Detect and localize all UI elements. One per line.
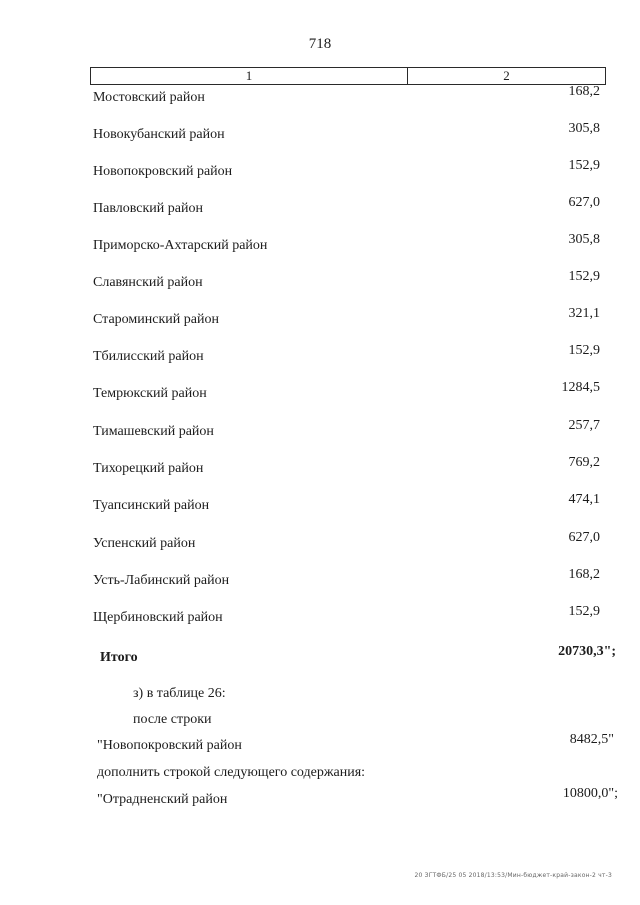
table-row	[0, 455, 640, 481]
new-row-name: "Отрадненский район	[97, 792, 228, 807]
table-row	[0, 269, 640, 295]
row-value: 305,8	[568, 121, 600, 136]
row-value: 305,8	[568, 232, 600, 247]
row-name: Туапсинский район	[93, 498, 210, 513]
page-number: 718	[308, 36, 332, 52]
document-footer-code: 20 ЗГТФБ/25 05 2018/13:53/Мин-бюджет-край-закон-2 чт-3	[414, 872, 612, 879]
row-value: 1284,5	[561, 380, 600, 395]
row-value: 627,0	[568, 195, 600, 210]
row-name: Староминский район	[93, 312, 219, 327]
row-value: 769,2	[568, 455, 600, 470]
amendment-item: з) в таблице 26:	[133, 686, 226, 701]
new-row-value: 10800,0";	[562, 786, 618, 801]
row-name: Тихорецкий район	[93, 461, 204, 476]
row-value: 152,9	[568, 158, 600, 173]
row-name: Славянский район	[93, 275, 203, 290]
row-name: Новокубанский район	[93, 127, 225, 142]
total-label: Итого	[100, 650, 138, 665]
row-name: Успенский район	[93, 536, 196, 551]
table-row	[0, 343, 640, 369]
row-value: 321,1	[568, 306, 600, 321]
table-row	[0, 380, 640, 406]
row-value: 168,2	[568, 567, 600, 582]
row-value: 474,1	[568, 492, 600, 507]
row-value: 152,9	[568, 343, 600, 358]
table-row	[0, 306, 640, 332]
column-header-2: 2	[503, 68, 510, 83]
reference-row-value: 8482,5"	[569, 732, 614, 747]
table-row	[0, 158, 640, 184]
table-row	[0, 567, 640, 593]
table-row	[0, 121, 640, 147]
table-row	[0, 418, 640, 444]
add-row-instruction: дополнить строкой следующего содержания:	[97, 765, 366, 780]
table-row	[0, 604, 640, 630]
row-name: Темрюкский район	[93, 386, 207, 401]
total-value: 20730,3";	[558, 644, 616, 659]
table-row	[0, 195, 640, 221]
row-name: Мостовский район	[93, 90, 205, 105]
row-name: Тбилисский район	[93, 349, 204, 364]
table-row	[0, 232, 640, 258]
table-row	[0, 492, 640, 518]
reference-row-name: "Новопокровский район	[97, 738, 242, 753]
row-value: 168,2	[568, 84, 600, 99]
table-total-row	[0, 644, 640, 670]
row-name: Тимашевский район	[93, 424, 214, 439]
row-name: Усть-Лабинский район	[93, 573, 230, 588]
row-name: Павловский район	[93, 201, 203, 216]
row-name: Щербиновский район	[93, 610, 223, 625]
row-name: Приморско-Ахтарский район	[93, 238, 268, 253]
row-value: 152,9	[568, 269, 600, 284]
table-row	[0, 84, 640, 110]
table-column-header	[90, 67, 606, 85]
row-name: Новопокровский район	[93, 164, 233, 179]
row-value: 152,9	[568, 604, 600, 619]
amendment-after-row: после строки	[133, 712, 212, 727]
row-value: 257,7	[568, 418, 600, 433]
row-value: 627,0	[568, 530, 600, 545]
column-header-1: 1	[91, 68, 408, 84]
table-row	[0, 530, 640, 556]
